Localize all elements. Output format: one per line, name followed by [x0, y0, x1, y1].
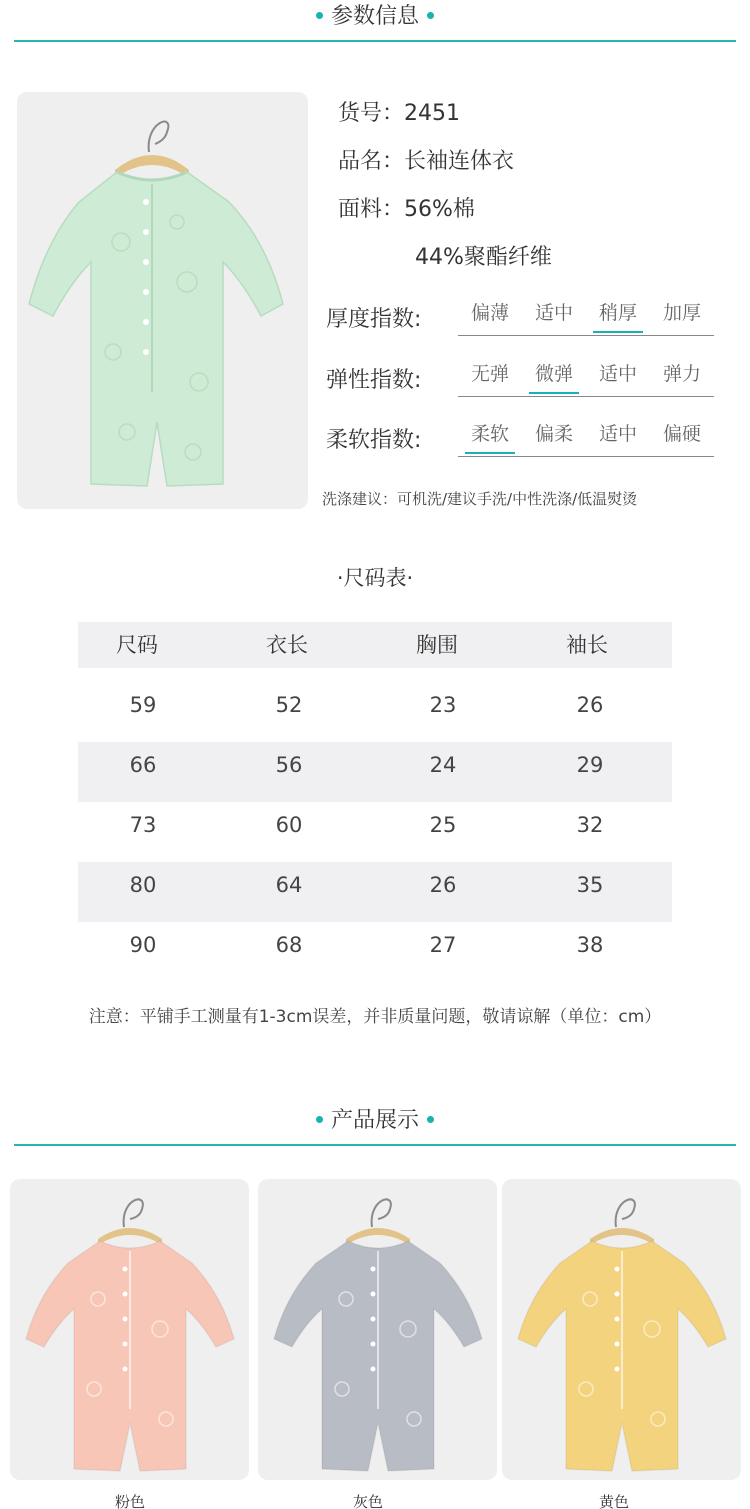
header-cell-chest: 胸围	[416, 633, 458, 657]
dot-icon	[316, 12, 323, 19]
header-cell-sleeve: 袖长	[566, 633, 608, 657]
dot-icon	[427, 1116, 434, 1123]
softness-baseline	[458, 456, 714, 457]
thickness-option: 适中	[534, 302, 573, 324]
dot-icon	[427, 12, 434, 19]
showcase-section-title-wrap	[0, 1104, 750, 1138]
table-cell: 35	[576, 873, 604, 897]
product-name-label: 品名：	[338, 149, 405, 174]
size-table	[78, 622, 672, 982]
table-cell: 27	[429, 933, 457, 957]
params-section-title-wrap	[0, 0, 750, 34]
product-main-photo	[17, 92, 308, 509]
softness-option-selected: 柔软	[458, 419, 522, 449]
table-cell: 90	[129, 933, 157, 957]
table-row	[78, 922, 672, 982]
wash-advice: 洗涤建议：可机洗/建议手洗/中性洗涤/低温熨烫	[322, 490, 638, 508]
softness-index-label: 柔软指数:	[326, 428, 422, 453]
softness-index	[326, 419, 726, 463]
item-number-line	[338, 96, 460, 127]
color-label-pink: 粉色	[114, 1493, 145, 1509]
thickness-option-selected: 稍厚	[586, 298, 650, 328]
table-row	[78, 742, 672, 802]
params-section-header	[0, 0, 750, 44]
romper-gray-image	[258, 1179, 497, 1480]
table-cell: 68	[275, 933, 303, 957]
params-section-title: 参数信息	[330, 4, 419, 29]
size-table-header	[78, 622, 672, 668]
thickness-option: 加厚	[662, 302, 701, 324]
dot-icon	[316, 1116, 323, 1123]
table-cell: 24	[429, 753, 457, 777]
table-cell: 38	[576, 933, 604, 957]
softness-option: 偏硬	[662, 423, 701, 445]
table-row	[78, 862, 672, 922]
pink-variant-photo	[10, 1179, 249, 1480]
color-label-yellow: 黄色	[598, 1493, 629, 1509]
elasticity-baseline	[458, 396, 714, 397]
section-divider	[14, 40, 736, 42]
fabric-value-1: 56%棉	[404, 197, 475, 222]
elasticity-option: 弹力	[662, 363, 701, 385]
header-cell-length: 衣长	[266, 633, 308, 657]
fabric-label: 面料：	[338, 197, 405, 222]
product-name-line	[338, 144, 514, 175]
showcase-section-header	[0, 1104, 750, 1148]
size-chart-title: ·尺码表·	[336, 566, 414, 590]
fabric-line-2	[415, 240, 552, 271]
product-name-value: 长袖连体衣	[404, 149, 515, 174]
romper-pink-image	[10, 1179, 249, 1480]
elasticity-index-label: 弹性指数:	[326, 368, 422, 393]
elasticity-option: 适中	[598, 363, 637, 385]
table-cell: 32	[576, 813, 604, 837]
table-cell: 66	[129, 753, 157, 777]
thickness-option: 偏薄	[470, 302, 509, 324]
elasticity-option-selected: 微弹	[522, 359, 586, 389]
yellow-variant-photo	[502, 1179, 741, 1480]
softness-option: 偏柔	[534, 423, 573, 445]
table-cell: 26	[576, 693, 604, 717]
table-cell: 52	[275, 693, 303, 717]
color-label-gray: 灰色	[352, 1493, 383, 1509]
fabric-value-2: 44%聚酯纤维	[415, 245, 552, 270]
table-cell: 60	[275, 813, 303, 837]
item-number-label: 货号：	[338, 101, 405, 126]
table-cell: 56	[275, 753, 303, 777]
table-cell: 25	[429, 813, 457, 837]
item-number-value: 2451	[404, 101, 461, 126]
thickness-baseline	[458, 335, 714, 336]
table-cell: 73	[129, 813, 157, 837]
section-divider	[14, 1144, 736, 1146]
fabric-line	[338, 192, 475, 223]
header-cell-size: 尺码	[116, 633, 158, 657]
elasticity-option: 无弹	[470, 363, 509, 385]
thickness-index-label: 厚度指数:	[326, 307, 422, 332]
table-cell: 23	[429, 693, 457, 717]
table-cell: 29	[576, 753, 604, 777]
elasticity-index	[326, 359, 726, 403]
elasticity-options	[458, 359, 714, 399]
table-row	[78, 682, 672, 742]
romper-yellow-image	[502, 1179, 741, 1480]
showcase-section-title: 产品展示	[330, 1108, 419, 1133]
gray-variant-photo	[258, 1179, 497, 1480]
thickness-options	[458, 298, 714, 338]
table-cell: 64	[275, 873, 303, 897]
measurement-note: 注意：平铺手工测量有1-3cm误差，并非质量问题，敬请谅解（单位：cm）	[88, 1007, 662, 1027]
romper-green-image	[17, 92, 308, 509]
thickness-index	[326, 298, 726, 342]
table-row	[78, 802, 672, 862]
softness-option: 适中	[598, 423, 637, 445]
softness-options	[458, 419, 714, 459]
table-cell: 26	[429, 873, 457, 897]
table-cell: 80	[129, 873, 157, 897]
table-cell: 59	[129, 693, 157, 717]
